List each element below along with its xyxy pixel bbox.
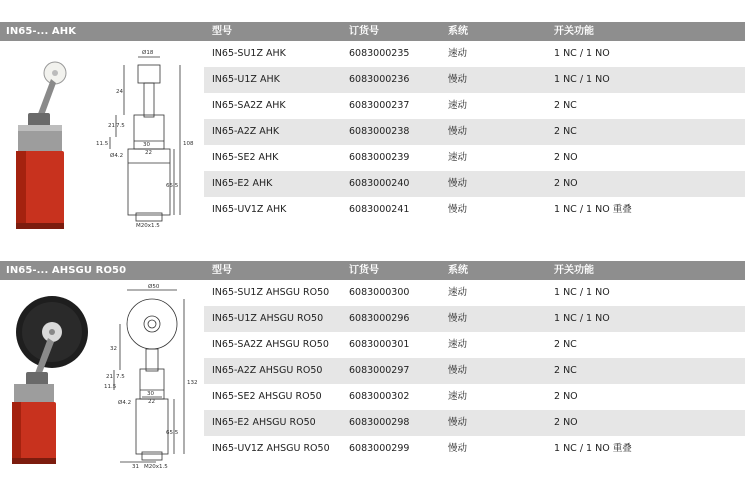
dim-22: 22 [148, 399, 155, 405]
table-row[interactable] [204, 67, 745, 93]
model-cell: IN65-A2Z AHSGU RO50 [212, 365, 323, 376]
function-cell: 1 NC / 1 NO [554, 48, 610, 59]
model-cell: IN65-SE2 AHSGU RO50 [212, 391, 322, 402]
model-cell: IN65-UV1Z AHSGU RO50 [212, 443, 330, 454]
table-row[interactable] [204, 280, 745, 306]
dim-top-diameter: Ø50 [148, 284, 160, 290]
model-cell: IN65-SA2Z AHK [212, 100, 286, 111]
system-cell: 慢动 [448, 313, 468, 324]
dim-11-5: 11.5 [96, 141, 109, 147]
dim-21: 21 [108, 123, 115, 129]
system-cell: 速动 [448, 339, 468, 350]
function-cell: 2 NC [554, 365, 577, 376]
order-no-cell: 6083000241 [349, 204, 410, 215]
dim-top-diameter: Ø18 [142, 50, 154, 56]
product-photo [6, 55, 70, 233]
system-cell: 速动 [448, 391, 468, 402]
dim-22: 22 [145, 150, 152, 156]
dim-4-2: Ø4.2 [110, 153, 124, 159]
order-no-cell: 6083000236 [349, 74, 410, 85]
function-cell: 2 NC [554, 126, 577, 137]
model-cell: IN65-SA2Z AHSGU RO50 [212, 339, 329, 350]
table-row[interactable] [204, 306, 745, 332]
column-header-order-no: 订货号 [349, 26, 379, 37]
order-no-cell: 6083000237 [349, 100, 410, 111]
order-no-cell: 6083000298 [349, 417, 410, 428]
function-cell: 2 NO [554, 417, 578, 428]
system-cell: 慢动 [448, 417, 468, 428]
product-photo [4, 292, 92, 470]
table-row[interactable] [204, 332, 745, 358]
column-header-function: 开关功能 [554, 265, 594, 276]
dim-65-5: 65.5 [166, 183, 179, 189]
table-row[interactable] [204, 384, 745, 410]
system-cell: 速动 [448, 287, 468, 298]
order-no-cell: 6083000296 [349, 313, 410, 324]
system-cell: 速动 [448, 48, 468, 59]
dim-65-5: 65.5 [166, 430, 179, 436]
column-header-function: 开关功能 [554, 26, 594, 37]
function-cell: 1 NC / 1 NO [554, 313, 610, 324]
dim-132: 132 [187, 380, 198, 386]
model-cell: IN65-SE2 AHK [212, 152, 279, 163]
section-header [0, 22, 745, 41]
column-header-system: 系统 [448, 26, 468, 37]
model-cell: IN65-SU1Z AHSGU RO50 [212, 287, 330, 298]
order-no-cell: 6083000300 [349, 287, 410, 298]
product-table [204, 280, 745, 462]
dim-7-5: 7.5 [116, 123, 125, 129]
table-row[interactable] [204, 145, 745, 171]
system-cell: 速动 [448, 100, 468, 111]
dim-m20: M20x1.5 [136, 223, 160, 227]
dim-4-2: Ø4.2 [118, 400, 132, 406]
column-header-model: 型号 [212, 265, 232, 276]
dim-30: 30 [147, 391, 154, 397]
system-cell: 慢动 [448, 443, 468, 454]
dim-108: 108 [183, 141, 194, 147]
table-row[interactable] [204, 358, 745, 384]
product-table [204, 41, 745, 223]
system-cell: 慢动 [448, 365, 468, 376]
product-title: IN65-... AHK [6, 26, 77, 37]
dim-31: 31 [132, 464, 139, 470]
model-cell: IN65-SU1Z AHK [212, 48, 286, 59]
order-no-cell: 6083000297 [349, 365, 410, 376]
dim-32: 32 [110, 346, 117, 352]
column-header-order-no: 订货号 [349, 265, 379, 276]
system-cell: 慢动 [448, 204, 468, 215]
order-no-cell: 6083000240 [349, 178, 410, 189]
order-no-cell: 6083000239 [349, 152, 410, 163]
function-cell: 2 NC [554, 100, 577, 111]
table-row[interactable] [204, 41, 745, 67]
system-cell: 慢动 [448, 74, 468, 85]
function-cell: 2 NO [554, 391, 578, 402]
order-no-cell: 6083000301 [349, 339, 410, 350]
order-no-cell: 6083000235 [349, 48, 410, 59]
model-cell: IN65-UV1Z AHK [212, 204, 287, 215]
order-no-cell: 6083000238 [349, 126, 410, 137]
order-no-cell: 6083000302 [349, 391, 410, 402]
function-cell: 1 NC / 1 NO [554, 74, 610, 85]
system-cell: 速动 [448, 152, 468, 163]
function-cell: 1 NC / 1 NO [554, 287, 610, 298]
table-row[interactable] [204, 436, 745, 462]
table-row[interactable] [204, 119, 745, 145]
product-section-ahsgu-ro50 [0, 261, 745, 470]
table-row[interactable] [204, 93, 745, 119]
dimension-drawing [88, 45, 202, 227]
column-header-model: 型号 [212, 26, 232, 37]
table-row[interactable] [204, 171, 745, 197]
section-header [0, 261, 745, 280]
model-cell: IN65-A2Z AHK [212, 126, 280, 137]
product-section-ahk [0, 22, 745, 232]
table-row[interactable] [204, 410, 745, 436]
order-no-cell: 6083000299 [349, 443, 410, 454]
model-cell: IN65-U1Z AHK [212, 74, 280, 85]
dim-21: 21 [106, 374, 113, 380]
dimension-drawing [104, 284, 202, 470]
function-cell: 2 NC [554, 339, 577, 350]
function-cell: 2 NO [554, 178, 578, 189]
table-row[interactable] [204, 197, 745, 223]
model-cell: IN65-E2 AHSGU RO50 [212, 417, 316, 428]
function-cell: 1 NC / 1 NO 重叠 [554, 443, 632, 454]
function-cell: 1 NC / 1 NO 重叠 [554, 204, 632, 215]
dim-7-5: 7.5 [116, 374, 125, 380]
dim-m20: M20x1.5 [144, 464, 168, 470]
function-cell: 2 NO [554, 152, 578, 163]
system-cell: 慢动 [448, 178, 468, 189]
model-cell: IN65-U1Z AHSGU RO50 [212, 313, 324, 324]
system-cell: 慢动 [448, 126, 468, 137]
product-title: IN65-... AHSGU RO50 [6, 265, 127, 276]
dim-30: 30 [143, 142, 150, 148]
model-cell: IN65-E2 AHK [212, 178, 273, 189]
dim-11-5: 11.5 [104, 384, 117, 390]
column-header-system: 系统 [448, 265, 468, 276]
dim-24: 24 [116, 89, 123, 95]
